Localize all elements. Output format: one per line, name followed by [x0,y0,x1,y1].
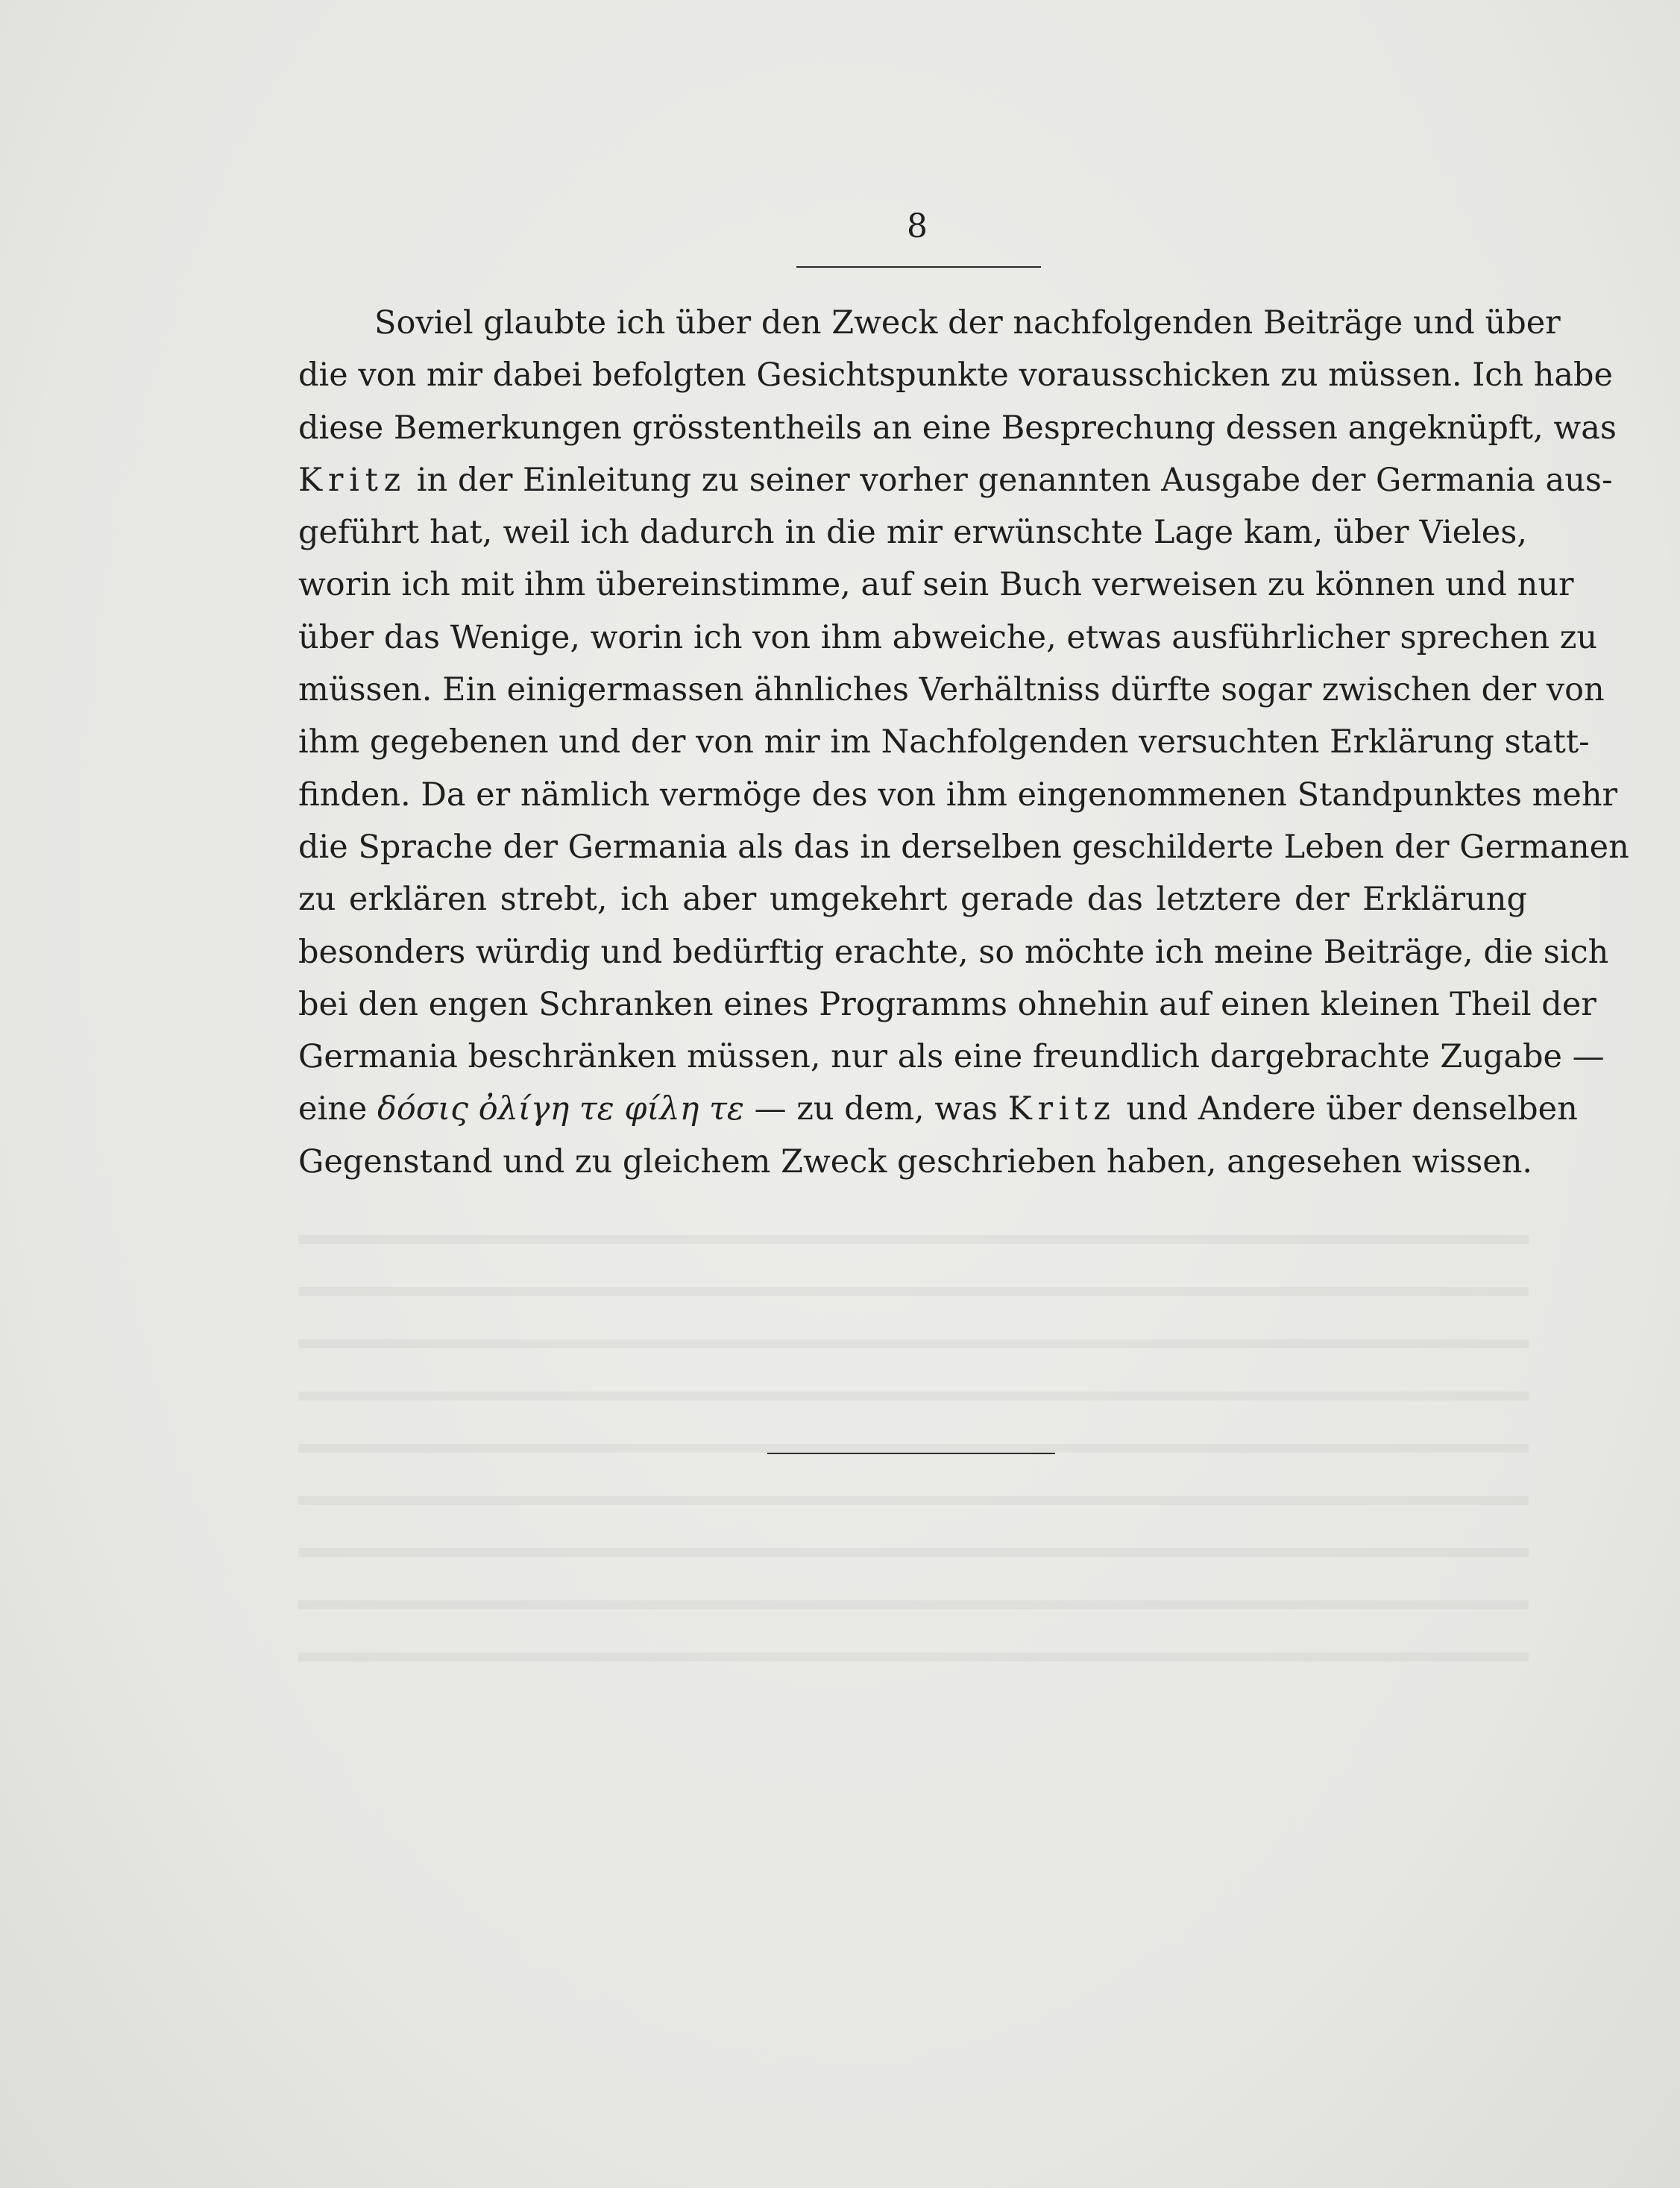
line-suffix: und Andere über denselben [1126,1090,1578,1128]
line-middle: zu dem, was [796,1090,998,1128]
text-line: ihm gegebenen und der von mir im Nachfolgenden versuchten Erklärung statt- [298,723,1590,761]
text-line: die Sprache der Germania als das in derselben geschilderte Leben der Germanen [298,828,1629,866]
author-name-kritz: Kritz [298,461,407,499]
text-line: über das Wenige, worin ich von ihm abweiche, etwas ausführlicher sprechen zu [298,618,1598,656]
greek-quotation: δόσις ὀλίγη τε φίλη τε [377,1090,744,1128]
text-line: diese Bemerkungen grösstentheils an eine Besprechung dessen angeknüpft, was [298,409,1617,447]
page-number: 8 [907,207,928,245]
body-paragraph [298,297,1629,1188]
text-line-with-greek [298,1083,1578,1135]
text-line-last: Gegenstand und zu gleichem Zweck geschrieben haben, angesehen wissen. [298,1142,1533,1181]
text-line: Germania beschränken müssen, nur als eine freundlich dargebrachte Zugabe — [298,1038,1605,1076]
bleed-through-shadow [298,1208,1529,1685]
author-name-kritz: Kritz [1007,1090,1116,1128]
text-line-remainder: in der Einleitung zu seiner vorher genannten Ausgabe der Germania aus- [416,461,1613,499]
closing-rule [767,1453,1055,1454]
header-rule [796,266,1041,268]
text-line: finden. Da er nämlich vermöge des von ihm eingenommenen Standpunktes mehr [298,776,1618,814]
text-line: besonders würdig und bedürftig erachte, so möchte ich meine Beiträge, die sich [298,933,1609,971]
em-dash: — [754,1090,787,1128]
text-line: geführt hat, weil ich dadurch in die mir erwünschte Lage kam, über Vieles, [298,514,1527,552]
text-line: bei den engen Schranken eines Programms ohnehin auf einen kleinen Theil der [298,985,1596,1023]
text-line: die von mir dabei befolgten Gesichtspunkte vorausschicken zu müssen. Ich habe [298,356,1613,394]
text-line: Soviel glaubte ich über den Zweck der nachfolgenden Beiträge und über [374,304,1561,342]
text-line-with-name [298,454,1613,506]
text-line: müssen. Ein einigermassen ähnliches Verhältniss dürfte sogar zwischen der von [298,671,1605,709]
text-line: zu erklären strebt, ich aber umgekehrt gerade das letztere der Erklärung [298,881,1527,919]
text-line: worin ich mit ihm übereinstimme, auf sein Buch verweisen zu können und nur [298,566,1574,604]
line-prefix: eine [298,1090,368,1128]
